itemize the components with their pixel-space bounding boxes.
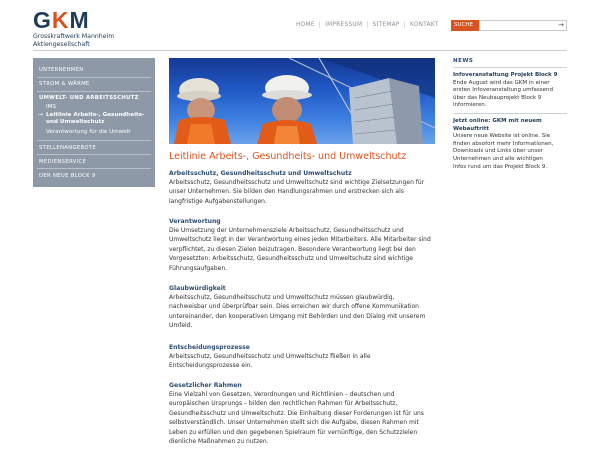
sidebar-item-unternehmen[interactable]: UNTERNEHMEN xyxy=(39,67,84,73)
sidebar-divider xyxy=(37,154,151,155)
topnav-impressum[interactable]: IMPRESSUM xyxy=(325,22,363,28)
section-body: Arbeitsschutz, Gesundheitsschutz und Umweltschutz fließen in alle Entscheidungsprozesse ein. xyxy=(169,353,371,370)
sidebar-item-strom-waerme[interactable]: STROM & WÄRME xyxy=(39,81,90,87)
search-go-arrow-icon[interactable]: → xyxy=(558,21,564,29)
section-heading: Verantwortung xyxy=(169,218,221,225)
section-heading: Entscheidungsprozesse xyxy=(169,344,250,351)
hero-illustration xyxy=(169,58,435,144)
topnav-home[interactable]: HOME xyxy=(296,22,315,28)
company-logo[interactable] xyxy=(33,8,114,48)
header-divider xyxy=(33,50,567,51)
site-header xyxy=(0,0,600,50)
company-name: Grosskraftwerk Mannheim Aktiengesellschaft xyxy=(33,33,115,48)
news-item-text: Unsere neue Website ist online. Sie finden absofort mehr Informationen, Downloads und Links über unser Unternehmen und alle wichtigen Infos rund um das Projekt Block 9. xyxy=(453,133,554,170)
sidebar-divider xyxy=(37,168,151,169)
news-divider xyxy=(453,67,567,68)
active-arrow-icon: → xyxy=(38,111,44,118)
content-section xyxy=(169,169,443,206)
page-title: Leitlinie Arbeits-, Gesundheits- und Umweltschutz xyxy=(169,151,407,162)
content-section xyxy=(169,284,443,331)
logo-accent-letter: K xyxy=(51,7,70,33)
section-body: Arbeitsschutz, Gesundheitsschutz und Umweltschutz sind wichtige Zielsetzungen für unser Unternehmen. Sie bilden den Handlungsrahmen und erstrecken sich als langfristige Aufgabenstellungen. xyxy=(169,179,425,205)
topnav-kontakt[interactable]: KONTAKT xyxy=(409,22,439,28)
section-heading: Gesetzlicher Rahmen xyxy=(169,382,242,389)
sidebar-subitem-leitlinie[interactable]: Leitlinie Arbeits-, Gesundheits- und Umweltschutz xyxy=(46,112,145,125)
sidebar-item-medienservice[interactable]: MEDIENSERVICE xyxy=(39,159,87,165)
news-panel xyxy=(453,58,567,171)
topnav-sitemap[interactable]: SITEMAP xyxy=(372,22,400,28)
sidebar-divider xyxy=(37,77,151,78)
news-heading: NEWS xyxy=(453,58,474,64)
content-section xyxy=(169,381,443,446)
top-navigation: HOME | IMPRESSUM | SITEMAP | KONTAKT xyxy=(296,22,439,28)
sidebar-subitem-verantwortung-umwelt[interactable]: Verantwortung für die Umwelt xyxy=(46,129,131,135)
sidebar-divider xyxy=(37,91,151,92)
section-body: Eine Vielzahl von Gesetzen, Verordnungen und Richtlinien – deutschen und europäischen Ursprungs – bilden den rechtlichen Rahmen für Arbeitsschutz, Gesundheitsschutz und Umweltschutz. Die Einhaltung dieser Forderungen ist für uns selbstverständlich. Unser Unternehmen stellt sich die Aufgabe, diesen Rahmen mit Leben zu erfüllen und den gegebenen Spielraum für vernünftige, den Schutzzielen dienliche Maßnahmen zu nutzen. xyxy=(169,391,424,446)
section-heading: Glaubwürdigkeit xyxy=(169,285,226,292)
sidebar-nav xyxy=(33,58,155,187)
news-item-title[interactable]: Jetzt online: GKM mit neuem Webauftritt xyxy=(453,117,542,132)
news-divider xyxy=(453,113,567,114)
section-heading: Arbeitsschutz, Gesundheitsschutz und Umweltschutz xyxy=(169,170,352,177)
sidebar-item-stellenangebote[interactable]: STELLENANGEBOTE xyxy=(39,145,96,151)
logo-wordmark: GKM xyxy=(33,7,90,33)
search-label: SUCHE xyxy=(451,20,479,31)
hero-image-workers xyxy=(169,58,435,144)
sidebar-item-umwelt-arbeitsschutz[interactable]: UMWELT- UND ARBEITSSCHUTZ xyxy=(39,95,139,101)
content-section xyxy=(169,217,443,273)
search-input[interactable] xyxy=(479,20,567,31)
sidebar-divider xyxy=(37,140,151,141)
content-section xyxy=(169,343,443,371)
section-body: Die Umsetzung der Unternehmensziele Arbeitsschutz, Gesundheitsschutz und Umweltschutz liegt in der Verantwortung eines jeden Mitarbeiters. Alle Mitarbeiter sind verpflichtet, zu diesen Zielen beizutragen. Besondere Verantwortung liegt bei den Vorgesetzten: Arbeitsschutz, Gesundheitsschutz und Umweltschutz sind wichtige Führungsaufgaben. xyxy=(169,227,431,272)
section-body: Arbeitsschutz, Gesundheitsschutz und Umweltschutz müssen glaubwürdig, nachweisbar und überprüfbar sein. Dies erreichen wir durch offene Kommunikation untereinander, den kooperativen Umgang mit Behörden und den Dialog mit unserem Umfeld. xyxy=(169,294,426,330)
news-item-title[interactable]: Infoveranstaltung Projekt Block 9 xyxy=(453,72,558,78)
news-item-text: Ende August wird das GKM in einer ersten Infoveranstaltung umfassend über das Neubauprojekt Block 9 informieren. xyxy=(453,79,553,109)
news-item[interactable] xyxy=(453,72,567,110)
news-item[interactable] xyxy=(453,118,567,171)
search-box xyxy=(451,20,567,31)
sidebar-item-neuer-block-9[interactable]: DER NEUE BLOCK 9 xyxy=(39,173,96,179)
sidebar-subitem-ims[interactable]: IMS xyxy=(46,104,57,110)
